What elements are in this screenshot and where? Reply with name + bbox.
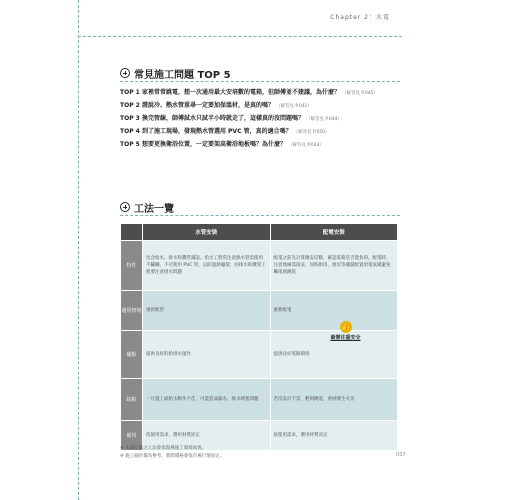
table-cell: 重新配管 [143,291,271,331]
safety-tip-text: 最需注重安全 [330,335,361,341]
section-divider [120,81,400,82]
plus-circle-icon [120,202,130,212]
safety-tip [331,321,361,342]
question-text: TOP 3 換完管線，師傅試水只試半小時就走了，這樣真的沒問題嗎？ [120,115,304,122]
row-label: 優點 [121,331,143,379]
table-cell: 一旦施工或給水動作不佳，可能造成漏水，排水堵塞問題 [143,379,271,421]
table-cell: 提供良好的給排水運作 [143,331,271,379]
footnote: ※ 本書記載之上法會依現場施工環境而異。 [120,446,207,451]
question-item [120,138,410,151]
section-divider [120,215,400,216]
row-label: 缺點 [121,379,143,421]
question-ref: （解答見 P.045） [341,91,378,96]
chapter-header: Chapter 2：水電 [330,14,390,21]
table-cell [270,291,398,341]
question-text: TOP 4 到了施工現場，發現熱水管選用 PVC 管，真的適合嗎？ [120,128,292,135]
methods-table [120,223,398,451]
question-ref: （解答見 P.043） [287,143,324,148]
footnote: ※ 施工細作價為參考，實際價格會依市場行情而定。 [120,454,225,459]
question-ref: （解答見 P.050） [293,130,330,135]
table-cell: 依使用需求，選用材質而定 [143,421,271,451]
row-label: 特性 [121,241,143,291]
question-ref: （解答見 P.041） [275,104,312,109]
table-cell: 配電之前先計算總安培數，確認電箱是否能負荷。配電時，注意地線需接妥，同時廚房、廚房等潮濕配置須電氣鎖避免觸電與跳電 [270,241,398,291]
table-header: 配電安裝 [270,224,398,241]
table-header-blank [121,224,143,241]
plus-circle-icon [120,68,130,78]
question-text: TOP 1 家裡常常跳電，想一次通用最大安培數的電箱，但師傅並不建議，為什麼？ [120,89,340,96]
page-guide-vertical [78,0,79,500]
section-title-methods [120,200,174,214]
table-row [121,379,398,421]
question-text: TOP 2 證說冷、熱水管重尋一定要加保溫材，是真的嗎？ [120,102,274,109]
question-item [120,99,410,112]
page-guide-horizontal [78,36,402,37]
section-title-text: 工法一覽 [134,203,174,215]
footnotes [120,445,224,461]
question-ref: （解答見 P.044） [305,117,342,122]
table-cell: 依使用需求，選用材質而定 [270,421,398,451]
thumbs-up-icon: 👍 [340,322,351,331]
section-title-top5 [120,66,231,80]
page-number: 037 [396,452,406,458]
table-cell: 包含給水、排水和糞管鋪設。給水工程常注意熱水管需使用不鏽鋼、不可使用 PVC 管，以防過熱龜裂；而排水和糞管工程要注意排水問題 [143,241,271,291]
question-item [120,112,410,125]
row-label: 備用 [121,421,143,451]
row-label: 適用情境 [121,291,143,331]
question-text: TOP 5 想要更換衛浴位置，一定要架高衛浴地板嗎？為什麼？ [120,141,286,148]
table-header-row [121,224,398,241]
question-item [120,125,410,138]
question-list [120,86,410,151]
table-cell: 若沒設計不當，輕則跳電，重則發生火災 [270,379,398,421]
cell-text: 重新配電 [273,307,292,313]
table-row [121,241,398,291]
table-cell: 提供良好電路環境 [270,331,398,379]
table-header: 水管安裝 [143,224,271,241]
table-row [121,291,398,331]
question-item [120,86,410,99]
section-title-text: 常見施工問題 TOP 5 [134,69,231,81]
